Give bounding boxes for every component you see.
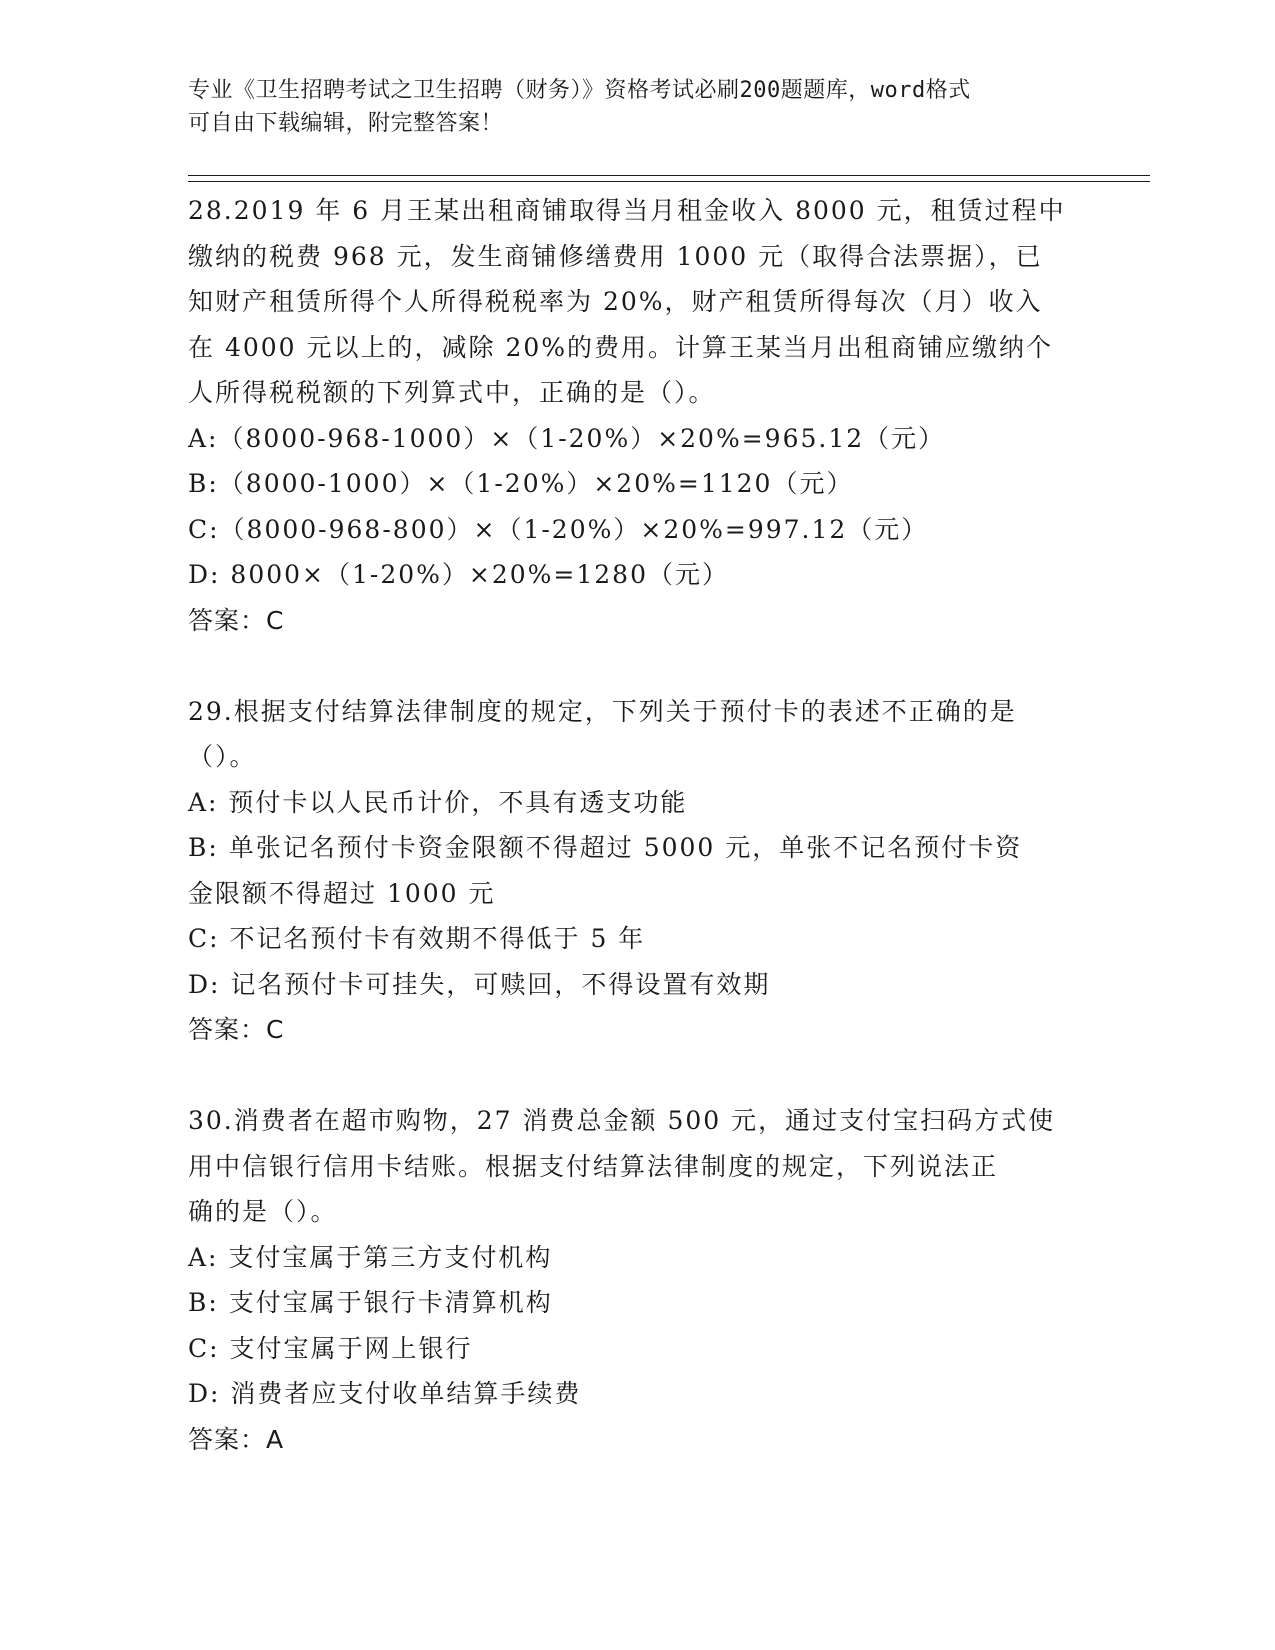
option-c: C:（8000-968-800）×（1-20%）×20%=997.12（元） [188, 514, 929, 544]
header-line-2: 可自由下载编辑，附完整答案！ [188, 111, 504, 136]
option-b: B: 支付宝属于银行卡清算机构 [188, 1288, 553, 1317]
question-text-line: （）。 [188, 742, 257, 771]
option-b: B:（8000-1000）×（1-20%）×20%=1120（元） [188, 469, 854, 498]
header-line-1: 专业《卫生招聘考试之卫生招聘（财务）》资格考试必刷200题题库，word格式 [188, 78, 971, 103]
answer-label: 答案：A [188, 1424, 285, 1454]
option-a: A:（8000-968-1000）×（1-20%）×20%=965.12（元） [188, 423, 946, 453]
question-spacer [188, 643, 1088, 689]
header-divider-top [188, 175, 1150, 176]
option-b-continued: 金限额不得超过 1000 元 [188, 878, 496, 908]
option-d: D: 消费者应支付收单结算手续费 [188, 1379, 582, 1408]
document-header [188, 74, 1068, 140]
option-b: B: 单张记名预付卡资金限额不得超过 5000 元，单张不记名预付卡资 [188, 833, 1023, 862]
question-spacer [188, 1053, 1088, 1099]
option-c: C: 不记名预付卡有效期不得低于 5 年 [188, 924, 646, 953]
option-a: A: 支付宝属于第三方支付机构 [188, 1242, 553, 1272]
option-d: D: 8000×（1-20%）×20%=1280（元） [188, 560, 729, 589]
question-text-line: 知财产租赁所得个人所得税税率为 20%，财产租赁所得每次（月）收入 [188, 287, 1043, 316]
question-30 [188, 1098, 1088, 1462]
answer-label: 答案：C [188, 605, 285, 635]
question-28 [188, 188, 1088, 643]
option-c: C: 支付宝属于网上银行 [188, 1333, 473, 1363]
question-list [188, 188, 1088, 1462]
answer-label: 答案：C [188, 1015, 285, 1044]
question-text-line: 29.根据支付结算法律制度的规定，下列关于预付卡的表述不正确的是 [188, 696, 1017, 726]
question-text-line: 在 4000 元以上的，减除 20%的费用。计算王某当月出租商铺应缴纳个 [188, 332, 1054, 362]
question-text-line: 30.消费者在超市购物，27 消费总金额 500 元，通过支付宝扫码方式使 [188, 1106, 1056, 1135]
option-a: A: 预付卡以人民币计价，不具有透支功能 [188, 787, 688, 817]
question-text-line: 缴纳的税费 968 元，发生商铺修缮费用 1000 元（取得合法票据），已 [188, 241, 1043, 271]
option-d: D: 记名预付卡可挂失，可赎回，不得设置有效期 [188, 969, 771, 999]
question-text-line: 用中信银行信用卡结账。根据支付结算法律制度的规定，下列说法正 [188, 1151, 999, 1181]
question-text-line: 28.2019 年 6 月王某出租商铺取得当月租金收入 8000 元，租赁过程中 [188, 196, 1066, 225]
question-text-line: 人所得税税额的下列算式中，正确的是（）。 [188, 378, 716, 407]
header-divider-bottom [188, 181, 1150, 182]
question-29 [188, 689, 1088, 1053]
question-text-line: 确的是（）。 [188, 1197, 338, 1226]
